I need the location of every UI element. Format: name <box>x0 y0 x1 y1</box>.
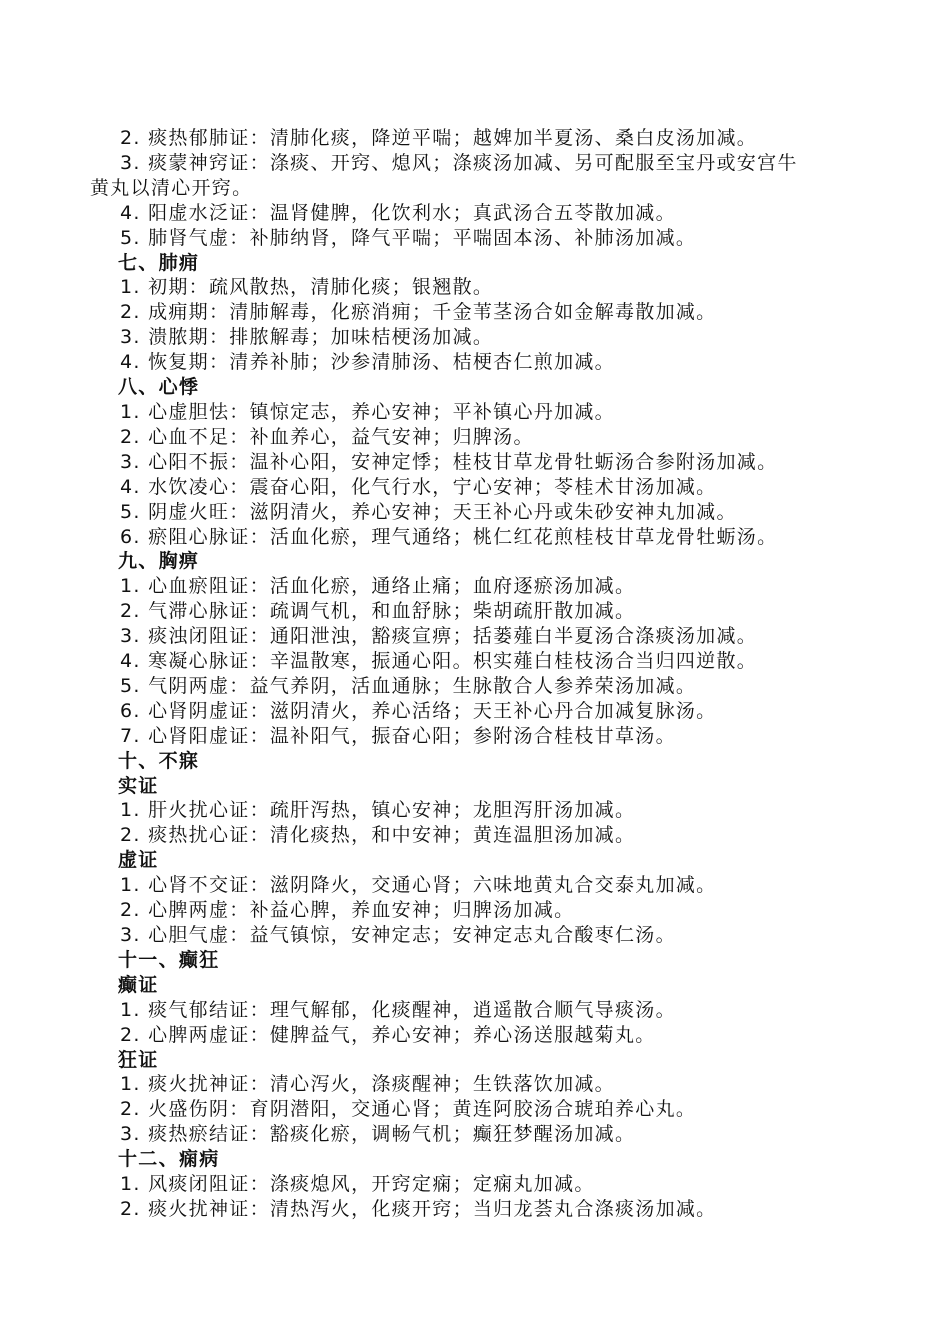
list-item: 2. 痰热扰心证：清化痰热，和中安神；黄连温胆汤加减。 <box>120 824 636 847</box>
list-item: 2. 气滞心脉证：疏调气机，和血舒脉；柴胡疏肝散加减。 <box>120 600 636 623</box>
list-item: 1. 痰火扰神证：清心泻火，涤痰醒神；生铁落饮加减。 <box>120 1073 615 1096</box>
list-item: 2. 成痈期：清肺解毒，化瘀消痈；千金苇茎汤合如金解毒散加减。 <box>120 301 717 324</box>
list-item: 1. 心虚胆怯：镇惊定志，养心安神；平补镇心丹加减。 <box>120 400 615 423</box>
section-heading: 十二、痫病 <box>118 1148 220 1171</box>
list-item: 5. 阴虚火旺：滋阴清火，养心安神；天王补心丹或朱砂安神丸加减。 <box>120 500 737 523</box>
section-heading: 十一、癫狂 <box>118 948 220 971</box>
list-item: 6. 瘀阻心脉证：活血化瘀，理气通络；桃仁红花煎桂枝甘草龙骨牡蛎汤。 <box>120 525 778 548</box>
section-heading: 八、心悸 <box>118 376 200 399</box>
list-item: 2. 痰热郁肺证：清肺化痰，降逆平喘；越婢加半夏汤、桑白皮汤加减。 <box>120 127 758 149</box>
list-item: 1. 风痰闭阻证：涤痰熄风，开窍定痫；定痫丸加减。 <box>120 1173 595 1196</box>
list-item: 4. 寒凝心脉证：辛温散寒，振通心阳。枳实薤白桂枝汤合当归四逆散。 <box>120 650 758 673</box>
document-body <box>90 126 876 1222</box>
list-item: 1. 初期：疏风散热，清肺化痰；银翘散。 <box>120 276 494 299</box>
section-heading: 十、不寐 <box>118 749 200 772</box>
list-item: 5. 肺肾气虚：补肺纳肾，降气平喘；平喘固本汤、补肺汤加减。 <box>120 226 697 249</box>
list-item: 1. 痰气郁结证：理气解郁，化痰醒神，逍遥散合顺气导痰汤。 <box>120 998 676 1021</box>
list-item: 2. 心脾两虚：补益心脾，养血安神；归脾汤加减。 <box>120 899 575 922</box>
list-item: 3. 心阳不振：温补心阳，安神定悸；桂枝甘草龙骨牡蛎汤合参附汤加减。 <box>120 450 778 473</box>
list-item: 3. 痰热瘀结证：豁痰化瘀，调畅气机；癫狂梦醒汤加减。 <box>120 1123 636 1146</box>
list-item: 7. 心肾阳虚证：温补阳气，振奋心阳；参附汤合桂枝甘草汤。 <box>120 724 676 747</box>
subsection-heading: 虚证 <box>118 849 159 872</box>
list-item: 2. 火盛伤阴：育阴潜阳，交通心肾；黄连阿胶汤合琥珀养心丸。 <box>120 1098 697 1121</box>
list-item: 4. 阳虚水泛证：温肾健脾，化饮利水；真武汤合五苓散加减。 <box>120 201 676 224</box>
list-item: 1. 肝火扰心证：疏肝泻热，镇心安神；龙胆泻肝汤加减。 <box>120 799 636 822</box>
list-item-continuation: 黄丸以清心开窍。 <box>90 176 253 199</box>
list-item: 2. 心血不足：补血养心，益气安神；归脾汤。 <box>120 425 534 448</box>
subsection-heading: 实证 <box>118 774 159 797</box>
list-item: 4. 恢复期：清养补肺；沙参清肺汤、桔梗杏仁煎加减。 <box>120 351 615 374</box>
list-item: 2. 痰火扰神证：清热泻火，化痰开窍；当归龙荟丸合涤痰汤加减。 <box>120 1197 717 1220</box>
list-item: 2. 心脾两虚证：健脾益气，养心安神；养心汤送服越菊丸。 <box>120 1023 656 1046</box>
list-item: 3. 心胆气虚：益气镇惊，安神定志；安神定志丸合酸枣仁汤。 <box>120 924 676 946</box>
list-item: 1. 心血瘀阻证：活血化瘀，通络止痛；血府逐瘀汤加减。 <box>120 575 636 598</box>
list-item: 6. 心肾阴虚证：滋阴清火，养心活络；天王补心丹合加减复脉汤。 <box>120 699 717 722</box>
list-item: 1. 心肾不交证：滋阴降火，交通心肾；六味地黄丸合交泰丸加减。 <box>120 874 717 897</box>
section-heading: 七、肺痈 <box>118 251 200 274</box>
list-item: 4. 水饮凌心：震奋心阳，化气行水，宁心安神；苓桂术甘汤加减。 <box>120 475 717 498</box>
subsection-heading: 狂证 <box>118 1048 159 1071</box>
list-item: 3. 溃脓期：排脓解毒；加味桔梗汤加减。 <box>120 326 494 349</box>
list-item: 3. 痰蒙神窍证：涤痰、开窍、熄风；涤痰汤加减、另可配服至宝丹或安宫牛 <box>120 151 798 174</box>
section-heading: 九、胸痹 <box>118 550 200 573</box>
subsection-heading: 癫证 <box>118 973 159 996</box>
list-item: 5. 气阴两虚：益气养阴，活血通脉；生脉散合人参养荣汤加减。 <box>120 674 697 697</box>
list-item: 3. 痰浊闭阻证：通阳泄浊，豁痰宣痹；括蒌薤白半夏汤合涤痰汤加减。 <box>120 625 758 648</box>
